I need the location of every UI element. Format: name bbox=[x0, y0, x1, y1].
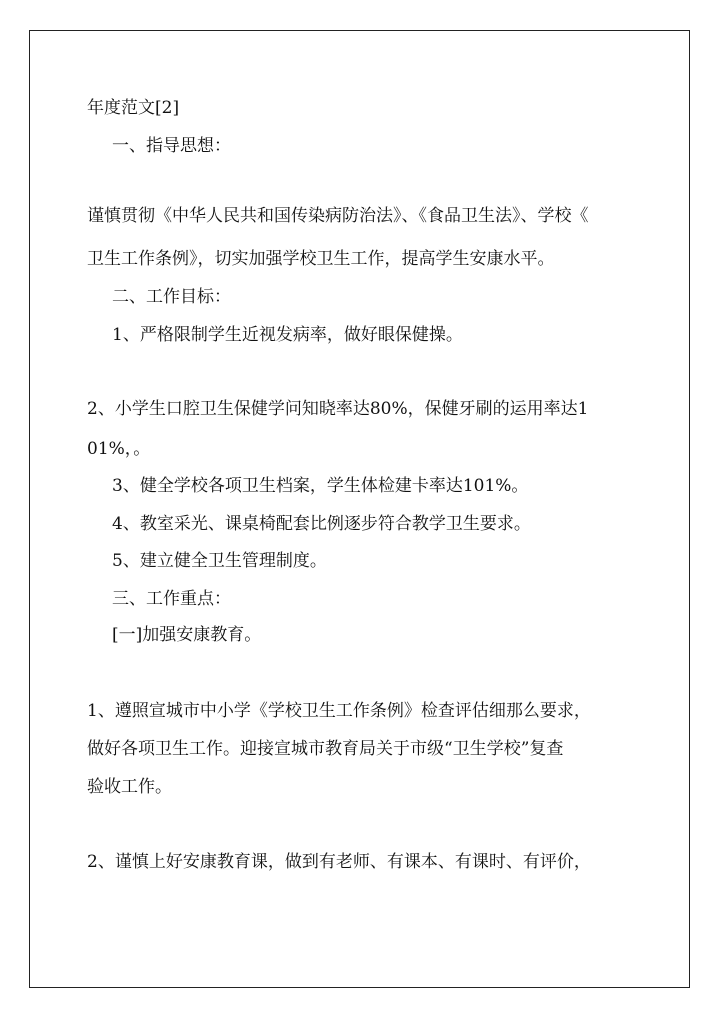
list-item-goal-4: 4、教室采光、课桌椅配套比例逐步符合教学卫生要求。 bbox=[112, 514, 531, 534]
section-heading-work-goals: 二、工作目标： bbox=[112, 287, 231, 307]
list-item-goal-1: 1、严格限制学生近视发病率，做好眼保健操。 bbox=[112, 325, 463, 345]
section-heading-guiding-ideology: 一、指导思想： bbox=[112, 136, 231, 156]
paragraph-line: 谨慎贯彻《中华人民共和国传染病防治法》、《食品卫生法》、学校《 bbox=[87, 206, 589, 226]
section-heading-work-focus: 三、工作重点： bbox=[112, 589, 231, 609]
list-item-goal-5: 5、建立健全卫生管理制度。 bbox=[112, 551, 327, 571]
list-item-goal-2: 2、小学生口腔卫生保健学问知晓率达80%，保健牙刷的运用率达1 bbox=[87, 399, 589, 419]
page-border bbox=[29, 30, 690, 988]
list-item-focus-2: 2、谨慎上好安康教育课，做到有老师、有课本、有课时、有评价， bbox=[87, 852, 591, 872]
list-item-focus-1-continued: 做好各项卫生工作。迎接宣城市教育局关于市级“卫生学校”复查 bbox=[87, 739, 564, 759]
document-title: 年度范文[2] bbox=[87, 98, 180, 118]
list-item-focus-1-continued: 验收工作。 bbox=[87, 777, 172, 797]
list-item-focus-1: 1、遵照宣城市中小学《学校卫生工作条例》检查评估细那么要求， bbox=[87, 701, 591, 721]
subsection-heading-health-education: [一]加强安康教育。 bbox=[112, 625, 262, 645]
paragraph-line: 卫生工作条例》，切实加强学校卫生工作，提高学生安康水平。 bbox=[87, 249, 555, 269]
list-item-goal-3: 3、健全学校各项卫生档案，学生体检建卡率达101%。 bbox=[112, 476, 529, 496]
list-item-goal-2-continued: 01%，。 bbox=[87, 439, 151, 459]
